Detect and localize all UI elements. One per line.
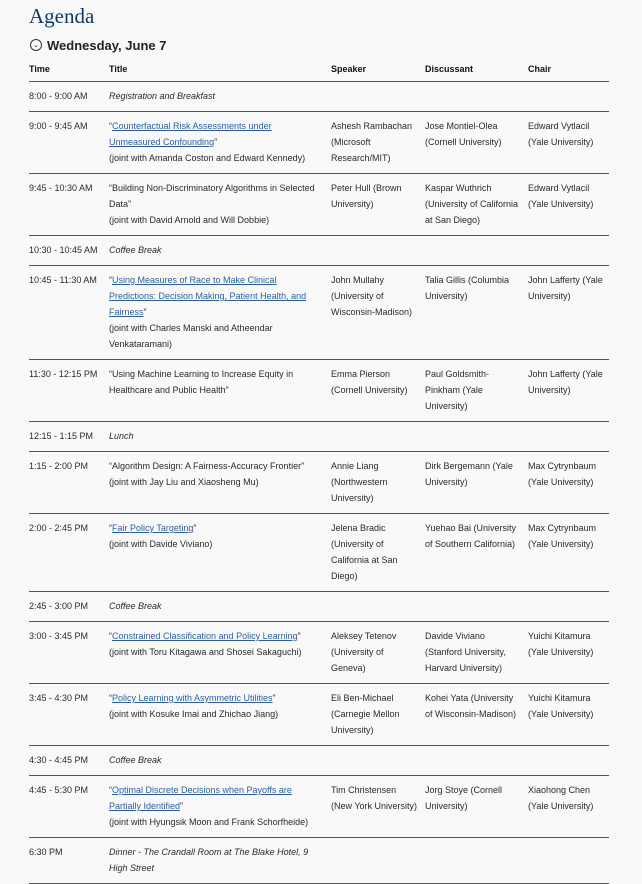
talk-title: “Algorithm Design: A Fairness-Accuracy Frontier” <box>109 461 305 471</box>
agenda-table <box>29 58 609 884</box>
session-title-cell <box>109 592 331 622</box>
empty-cell <box>331 422 609 452</box>
chair-cell: Max Cytrynbaum (Yale University) <box>528 514 609 592</box>
table-row <box>29 622 609 684</box>
session-time: 1:15 - 2:00 PM <box>29 452 109 514</box>
session-title-cell <box>109 236 331 266</box>
session-title-cell <box>109 174 331 236</box>
session-label: Registration and Breakfast <box>109 91 216 101</box>
header-discussant: Discussant <box>425 58 528 82</box>
session-time: 2:45 - 3:00 PM <box>29 592 109 622</box>
page-title: Agenda <box>29 4 95 28</box>
table-row <box>29 838 609 884</box>
talk-title-link[interactable]: Constrained Classification and Policy Learning <box>112 631 298 641</box>
chair-cell: John Lafferty (Yale University) <box>528 266 609 360</box>
speaker-cell: John Mullahy (University of Wisconsin-Madison) <box>331 266 425 360</box>
joint-authors: (joint with Kosuke Imai and Zhichao Jiang) <box>109 709 279 719</box>
table-row <box>29 236 609 266</box>
session-title-cell <box>109 622 331 684</box>
session-label: Coffee Break <box>109 245 162 255</box>
talk-title: “Using Machine Learning to Increase Equity in Healthcare and Public Health” <box>109 369 294 395</box>
speaker-cell: Jelena Bradic (University of California at San Diego) <box>331 514 425 592</box>
joint-authors: (joint with Jay Liu and Xiaosheng Mu) <box>109 477 259 487</box>
discussant-cell: Talia Gillis (Columbia University) <box>425 266 528 360</box>
table-row <box>29 112 609 174</box>
table-row <box>29 422 609 452</box>
joint-authors: (joint with David Arnold and Will Dobbie) <box>109 215 270 225</box>
joint-authors: (joint with Charles Manski and Atheendar Venkataramani) <box>109 323 273 349</box>
table-row <box>29 360 609 422</box>
session-title-cell <box>109 82 331 112</box>
talk-title-link[interactable]: Using Measures of Race to Make Clinical Predictions: Decision Making, Patient Health, and Fairness <box>109 275 307 317</box>
header-title: Title <box>109 58 331 82</box>
session-time: 10:45 - 11:30 AM <box>29 266 109 360</box>
talk-title-text: Using Machine Learning to Increase Equity in Healthcare and Public Health <box>109 369 294 395</box>
discussant-cell: Jorg Stoye (Cornell University) <box>425 776 528 838</box>
header-time: Time <box>29 58 109 82</box>
empty-cell <box>331 746 609 776</box>
chair-cell: Edward Vytlacil (Yale University) <box>528 174 609 236</box>
session-time: 12:15 - 1:15 PM <box>29 422 109 452</box>
session-label: Dinner - The Crandall Room at The Blake Hotel, 9 High Street <box>109 847 309 873</box>
session-time: 6:30 PM <box>29 838 109 884</box>
speaker-cell: Peter Hull (Brown University) <box>331 174 425 236</box>
talk-title-link[interactable]: Counterfactual Risk Assessments under Unmeasured Confounding <box>109 121 272 147</box>
session-title-cell <box>109 266 331 360</box>
header-speaker: Speaker <box>331 58 425 82</box>
talk-title: “Fair Policy Targeting” <box>109 523 197 533</box>
session-title-cell <box>109 514 331 592</box>
talk-title: “Optimal Discrete Decisions when Payoffs are Partially Identified” <box>109 785 292 811</box>
chair-cell: Xiaohong Chen (Yale University) <box>528 776 609 838</box>
session-time: 10:30 - 10:45 AM <box>29 236 109 266</box>
session-time: 3:00 - 3:45 PM <box>29 622 109 684</box>
session-time: 4:45 - 5:30 PM <box>29 776 109 838</box>
table-header-row <box>29 58 609 82</box>
table-row <box>29 684 609 746</box>
table-row <box>29 514 609 592</box>
chair-cell: Yuichi Kitamura (Yale University) <box>528 622 609 684</box>
empty-cell <box>331 236 609 266</box>
session-title-cell <box>109 746 331 776</box>
discussant-cell: Paul Goldsmith-Pinkham (Yale University) <box>425 360 528 422</box>
session-time: 8:00 - 9:00 AM <box>29 82 109 112</box>
chair-cell: Yuichi Kitamura (Yale University) <box>528 684 609 746</box>
session-time: 4:30 - 4:45 PM <box>29 746 109 776</box>
table-row <box>29 592 609 622</box>
chair-cell: Edward Vytlacil (Yale University) <box>528 112 609 174</box>
table-row <box>29 174 609 236</box>
session-time: 11:30 - 12:15 PM <box>29 360 109 422</box>
talk-title-link[interactable]: Fair Policy Targeting <box>112 523 194 533</box>
joint-authors: (joint with Amanda Coston and Edward Kennedy) <box>109 153 306 163</box>
empty-cell <box>331 82 609 112</box>
table-row <box>29 266 609 360</box>
speaker-cell: Emma Pierson (Cornell University) <box>331 360 425 422</box>
session-title-cell <box>109 112 331 174</box>
session-label: Coffee Break <box>109 755 162 765</box>
discussant-cell: Dirk Bergemann (Yale University) <box>425 452 528 514</box>
empty-cell <box>331 592 609 622</box>
session-time: 3:45 - 4:30 PM <box>29 684 109 746</box>
discussant-cell: Jose Montiel-Olea (Cornell University) <box>425 112 528 174</box>
talk-title-link[interactable]: Policy Learning with Asymmetric Utilities <box>112 693 273 703</box>
session-title-cell <box>109 360 331 422</box>
header-chair: Chair <box>528 58 609 82</box>
talk-title: “Constrained Classification and Policy Learning” <box>109 631 301 641</box>
session-label: Lunch <box>109 431 134 441</box>
session-time: 2:00 - 2:45 PM <box>29 514 109 592</box>
speaker-cell: Ashesh Rambachan (Microsoft Research/MIT) <box>331 112 425 174</box>
talk-title: “Counterfactual Risk Assessments under Unmeasured Confounding” <box>109 121 272 147</box>
joint-authors: (joint with Hyungsik Moon and Frank Schorfheide) <box>109 817 309 827</box>
session-time: 9:45 - 10:30 AM <box>29 174 109 236</box>
speaker-cell: Aleksey Tetenov (University of Geneva) <box>331 622 425 684</box>
table-row <box>29 776 609 838</box>
speaker-cell: Eli Ben-Michael (Carnegie Mellon University) <box>331 684 425 746</box>
day-header[interactable] <box>29 34 642 56</box>
table-row <box>29 452 609 514</box>
empty-cell <box>331 838 609 884</box>
discussant-cell: Kohei Yata (University of Wisconsin-Madison) <box>425 684 528 746</box>
day-label: Wednesday, June 7 <box>47 37 167 53</box>
session-title-cell <box>109 776 331 838</box>
talk-title-text: Building Non-Discriminatory Algorithms in Selected Data <box>109 183 315 209</box>
talk-title-link[interactable]: Optimal Discrete Decisions when Payoffs are Partially Identified <box>109 785 292 811</box>
session-title-cell <box>109 838 331 884</box>
joint-authors: (joint with Davide Viviano) <box>109 539 213 549</box>
discussant-cell: Yuehao Bai (University of Southern California) <box>425 514 528 592</box>
talk-title: “Policy Learning with Asymmetric Utilities” <box>109 693 276 703</box>
table-row <box>29 746 609 776</box>
discussant-cell: Kaspar Wuthrich (University of California at San Diego) <box>425 174 528 236</box>
session-title-cell <box>109 684 331 746</box>
joint-authors: (joint with Toru Kitagawa and Shosei Sakaguchi) <box>109 647 302 657</box>
chair-cell: John Lafferty (Yale University) <box>528 360 609 422</box>
speaker-cell: Tim Christensen (New York University) <box>331 776 425 838</box>
speaker-cell: Annie Liang (Northwestern University) <box>331 452 425 514</box>
talk-title: “Using Measures of Race to Make Clinical Predictions: Decision Making, Patient Health, and Fairness” <box>109 275 307 317</box>
agenda-rows <box>29 82 609 884</box>
table-row <box>29 82 609 112</box>
session-label: Coffee Break <box>109 601 162 611</box>
talk-title: “Building Non-Discriminatory Algorithms in Selected Data” <box>109 183 315 209</box>
talk-title-text: Algorithm Design: A Fairness-Accuracy Frontier <box>112 461 302 471</box>
circle-chevron-down-icon[interactable]: ⌄ <box>30 39 42 51</box>
session-title-cell <box>109 422 331 452</box>
discussant-cell: Davide Viviano (Stanford University, Harvard University) <box>425 622 528 684</box>
session-time: 9:00 - 9:45 AM <box>29 112 109 174</box>
session-title-cell <box>109 452 331 514</box>
chair-cell: Max Cytrynbaum (Yale University) <box>528 452 609 514</box>
